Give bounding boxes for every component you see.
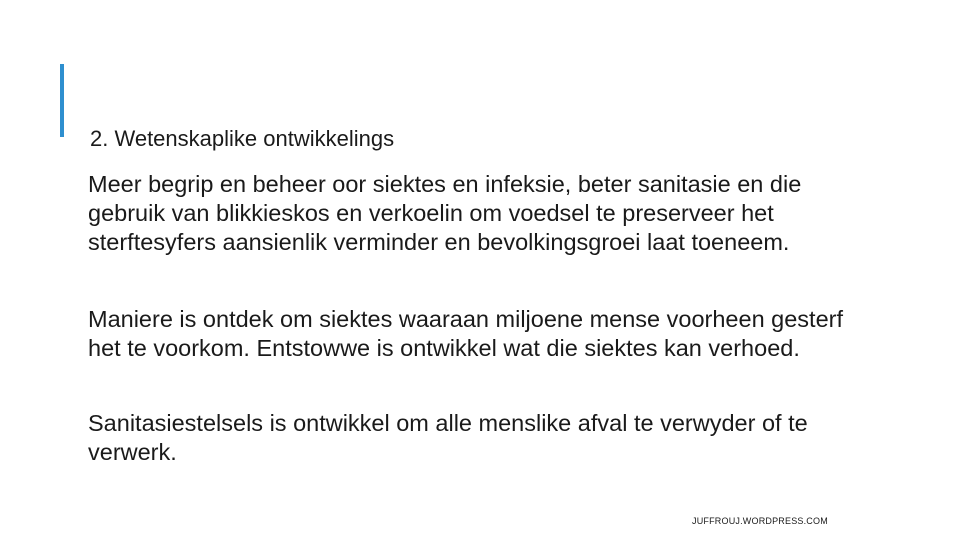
paragraph-3: Sanitasiestelsels is ontwikkel om alle menslike afval te verwyder of te verwerk.: [88, 410, 808, 465]
accent-bar: [60, 64, 64, 137]
slide-heading: 2. Wetenskaplike ontwikkelings: [90, 126, 395, 151]
paragraph-2: Maniere is ontdek om siektes waaraan miljoene mense voorheen gesterf het te voorkom. Entstowwe is ontwikkel wat die siektes kan verhoed.: [88, 306, 844, 361]
footer-source: JUFFROUJ.WORDPRESS.COM: [692, 516, 828, 526]
paragraph-1: Meer begrip en beheer oor siektes en infeksie, beter sanitasie en die gebruik van blikkieskos en verkoelin om voedsel te preserveer het sterftesyfers aansienlik verminder en bevolkingsgroei laat toeneem.: [88, 171, 802, 255]
